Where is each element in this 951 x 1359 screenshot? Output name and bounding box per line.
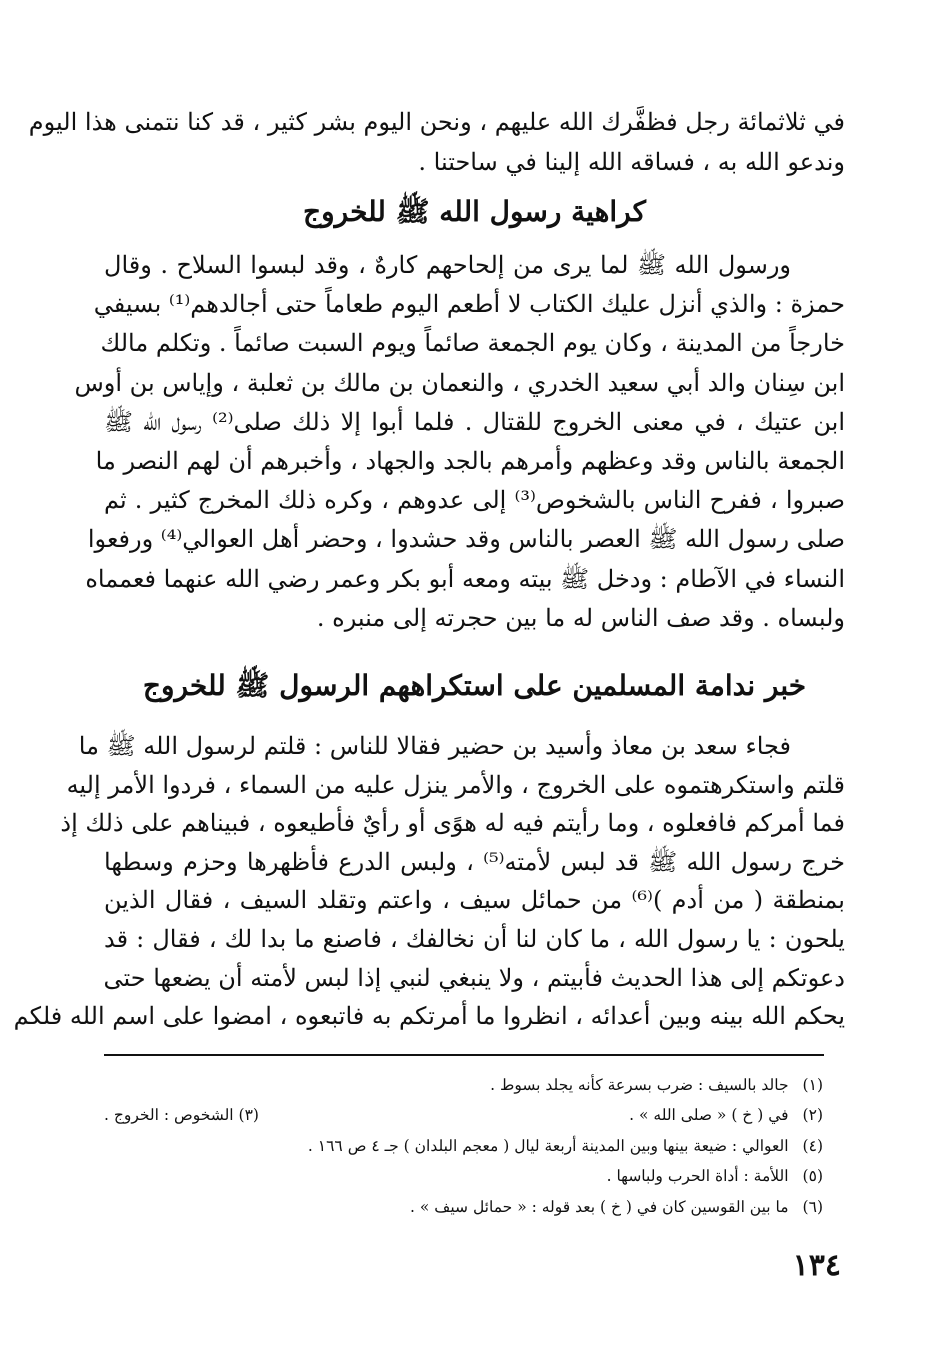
text-line: خارجاً من المدينة ، وكان يوم الجمعة صائماً ويوم السبت صائماً . وتكلم مالك (100, 329, 845, 358)
footnote (104, 1070, 823, 1100)
text-line: يحكم الله بينه وبين أعدائه ، انظروا ما أمرتكم به فاتبعوه ، امضوا على اسم الله فلكم (13, 1002, 845, 1031)
page-number: ١٣٤ (792, 1248, 841, 1283)
footnote-divider (104, 1054, 824, 1056)
intro-paragraph (28, 102, 845, 182)
footnote-text: جالد بالسيف : ضرب بسرعة كأنه يجلد بسوط . (490, 1076, 789, 1094)
footnote (104, 1131, 823, 1161)
footnote-text: ما بين القوسين كان في ( خ ) بعد قوله : « حمائل سيف » . (410, 1197, 789, 1216)
text-line: فجاء سعد بن معاذ وأسيد بن حضير فقالا للناس : قلتم لرسول الله ﷺ ما (78, 732, 791, 760)
text-line: صلى رسول الله ﷺ العصر بالناس وقد حشدوا ، وحضر أهل العوالي⁽⁴⁾ ورفعوا (87, 525, 845, 554)
text-line: خرج رسول الله ﷺ قد لبس لأمته⁽⁵⁾ ، ولبس الدرع فأظهرها وحزم وسطها (104, 847, 845, 876)
footnote (104, 1161, 823, 1191)
text-line: وندعو الله به ، فساقه الله إلينا في ساحتنا . (418, 148, 845, 176)
text-line: بمنطقة ( من أدم )⁽⁶⁾ من حمائل سيف ، واعتم وتقلد السيف ، فقال الذين (104, 886, 845, 915)
text-line: فما أمركم فافعلوه ، وما رأيتم فيه له هوًى أو رأيٌ فأطيعوه ، فبيناهم على ذلك إذ (60, 809, 845, 838)
footnote-number: (٤) (802, 1136, 823, 1155)
footnote-number: (١) (802, 1076, 823, 1094)
text-line: ولبساه . وقد صف الناس له ما بين حجرته إلى منبره . (316, 603, 845, 632)
footnote-number: (٥) (802, 1167, 823, 1186)
text-line: حمزة : والذي أنزل عليك الكتاب لا أطعم اليوم طعاماً حتى أجالدهم⁽¹⁾ بسيفي (93, 290, 845, 319)
text-line: ابن سِنان والد أبي سعيد الخدري ، والنعمان بن مالك بن ثعلبة ، وإياس بن أوس (74, 368, 845, 397)
section2-paragraph (13, 727, 845, 1036)
text-line: الجمعة بالناس وقد وعظهم وأمرهم بالجد والجهاد ، وأخبرهم أن لهم النصر ما (95, 447, 845, 476)
text-line: يلحون : يا رسول الله ، ما كان لنا أن نخالفك ، فاصنع ما بدا لك ، فقال : قد (104, 924, 845, 953)
section-heading: خبر ندامة المسلمين على استكراههم الرسول ﷺ للخروج (142, 669, 807, 702)
footnote-text: في ( خ ) « صلى الله » . (629, 1106, 789, 1125)
footnotes (104, 1070, 823, 1222)
text-line: ورسول الله ﷺ لما يرى من إلحاحهم كارهٌ ، وقد لبسوا السلاح . وقال (104, 251, 791, 279)
text-line: في ثلاثمائة رجل فظفَّرك الله عليهم ، ونحن اليوم بشر كثير ، قد كنا نتمنى هذا اليوم (28, 108, 845, 136)
text-line: دعوتكم إلى هذا الحديث فأبيتم ، ولا ينبغي لنبي إذا لبس لأمته أن يضعها حتى (103, 963, 845, 992)
section1-paragraph (74, 246, 845, 638)
text-line: النساء في الآطام : ودخل ﷺ بيته ومعه أبو بكر وعمر رضي الله عنهما فعمماه (85, 564, 845, 593)
text-line: قلتم واستكرهتموه على الخروج ، والأمر ينزل عليه من السماء ، فردوا الأمر إليه (66, 770, 845, 799)
footnote (104, 1192, 823, 1222)
footnote-text: العوالي : ضيعة بينها وبين المدينة أربعة ليال ( معجم البلدان ) جـ ٤ ص ١٦٦ . (307, 1136, 789, 1155)
text-line: ابن عتيك ، في معنى الخروج للقتال . فلما أبوا إلا ذلك صلى⁽²⁾ رسول الله ﷺ (104, 407, 845, 436)
footnote-number: (٦) (802, 1197, 823, 1216)
section-heading: كراهية رسول الله ﷺ للخروج (303, 195, 646, 228)
footnote-text: اللأمة : أداة الحرب ولباسها . (606, 1167, 789, 1186)
footnote (104, 1100, 823, 1130)
text-line: صبروا ، ففرح الناس بالشخوص⁽³⁾ إلى عدوهم ، وكره ذلك المخرج كثير . ثم (104, 486, 845, 515)
footnote-extra: (٣) الشخوص : الخروج . (104, 1106, 259, 1125)
footnote-number: (٢) (802, 1106, 823, 1125)
